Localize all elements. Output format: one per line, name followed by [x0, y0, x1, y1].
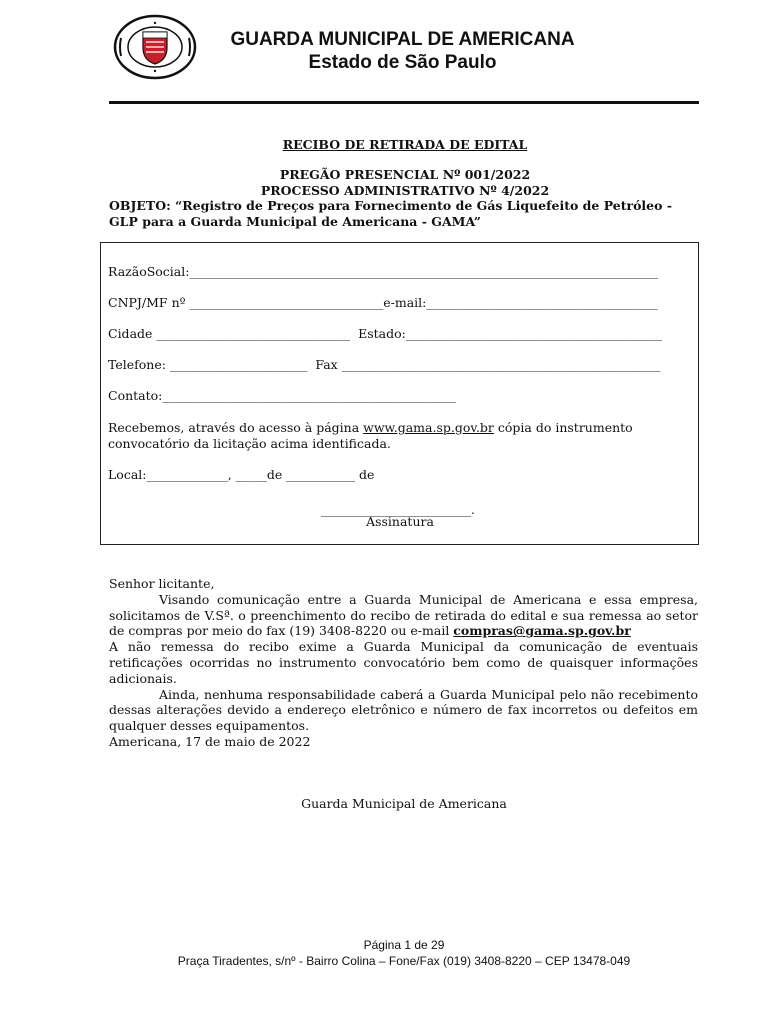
paragraph-3: Ainda, nenhuma responsabilidade caberá a Guarda Municipal pelo não recebimento dessas alterações devido a endereço eletrônico e número de fax incorretos ou defeitos em qualquer desses equipamentos.	[109, 686, 698, 734]
telefone-fax-field: Telefone: ______________________ Fax ___________________________________________________	[108, 357, 661, 372]
receipt-statement: Recebemos, através do acesso à página www.gama.sp.gov.br cópia do instrumento convocatório da licitação acima identificada.	[108, 420, 633, 451]
compras-email-link[interactable]: compras@gama.sp.gov.br	[453, 623, 631, 639]
gama-website-link[interactable]: www.gama.sp.gov.br	[363, 420, 494, 435]
place-date: Americana, 17 de maio de 2022	[109, 734, 311, 749]
objeto-text: OBJETO: “Registro de Preços para Fornecimento de Gás Liquefeito de Petróleo - GLP para a Guarda Municipal de Americana - GAMA”	[109, 198, 673, 229]
cnpj-email-field: CNPJ/MF nº _______________________________e-mail:_____________________________________	[108, 295, 658, 310]
page-number: Página 1 de 29	[363, 938, 445, 952]
footer-address: Praça Tiradentes, s/nº - Bairro Colina – Fone/Fax (019) 3408-8220 – CEP 13478-049	[177, 954, 631, 968]
signer-name: Guarda Municipal de Americana	[301, 796, 507, 811]
contato-field: Contato:_______________________________________________	[108, 388, 457, 403]
document-heading: RECIBO DE RETIRADA DE EDITAL	[282, 137, 528, 152]
pregao-number: PREGÃO PRESENCIAL Nº 001/2022	[279, 167, 531, 182]
signature-label: Assinatura	[366, 514, 434, 529]
paragraph-2: A não remessa do recibo exime a Guarda Municipal da comunicação de eventuais retificações ocorridas no instrumento convocatório bem como de quaisquer informações adicionais.	[109, 639, 698, 686]
razao-social-field: RazãoSocial:___________________________________________________________________________	[108, 264, 659, 279]
header-divider	[109, 101, 699, 104]
local-date-field: Local:_____________, _____de ___________ de	[108, 467, 375, 482]
header-title: GUARDA MUNICIPAL DE AMERICANA	[230, 29, 575, 50]
header-subtitle: Estado de São Paulo	[308, 52, 497, 73]
paragraph-1: Visando comunicação entre a Guarda Municipal de Americana e essa empresa, solicitamos de V.Sª. o preenchimento do recibo de retirada do edital e sua remessa ao setor de compras por meio do fax (19) 3408-8220 ou e-mail compras@gama.sp.gov.br	[109, 591, 698, 639]
instructions-block	[109, 576, 698, 734]
signature-line: _________________________.	[321, 503, 475, 517]
cidade-estado-field: Cidade _______________________________ Estado:_________________________________________	[108, 326, 663, 341]
processo-number: PROCESSO ADMINISTRATIVO Nº 4/2022	[260, 183, 550, 198]
greeting: Senhor licitante,	[109, 576, 215, 591]
